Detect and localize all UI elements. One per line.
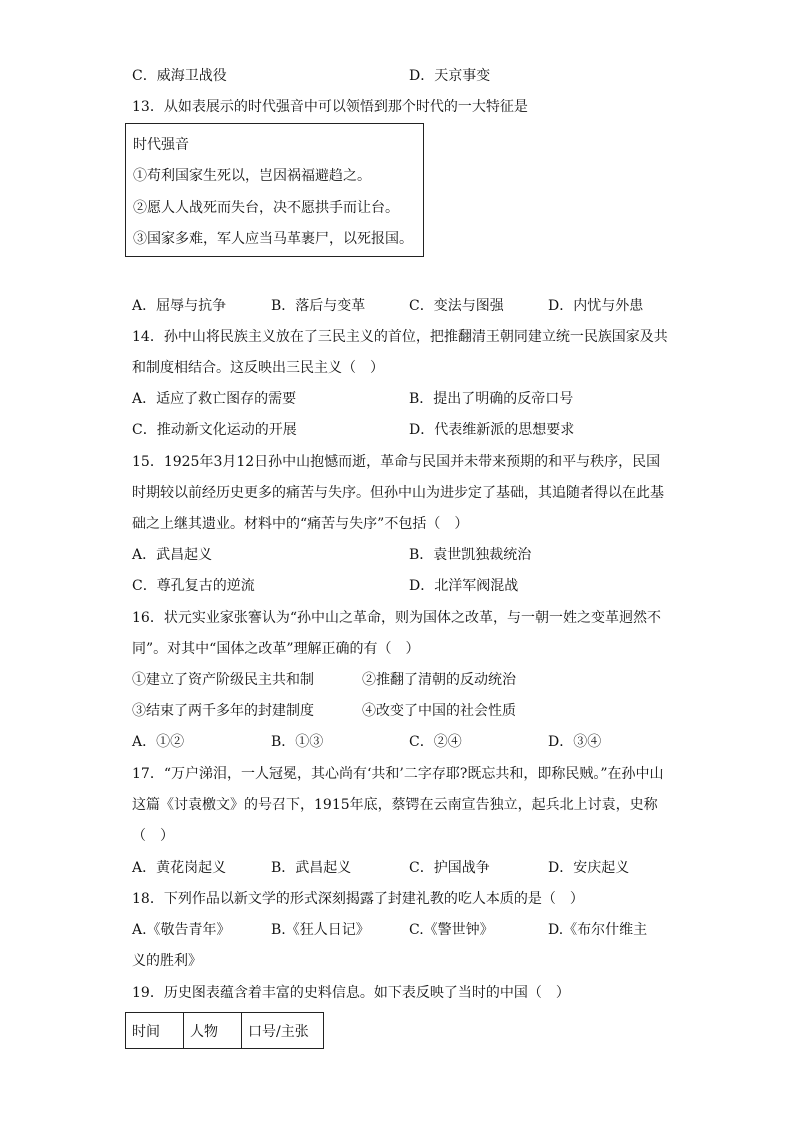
q13-option-a: A．屈辱与抗争 [132,298,227,314]
q17-option-a: A．黄花岗起义 [132,860,227,876]
q13-box-line-3: ③国家多难，军人应当马革裹尸，以死报国。 [133,231,413,247]
q18-option-d: D.《布尔什维主 [548,922,648,938]
q13-box-line-1: ①苟利国家生死以，岂因祸福避趋之。 [133,168,371,184]
q17-option-b: B．武昌起义 [271,860,352,876]
q18-option-d-continued: 义的胜利》 [132,953,202,969]
q13-option-d: D．内忧与外患 [548,298,644,314]
q16-option-b: B．①③ [271,734,324,750]
q13-box-title: 时代强音 [133,137,189,153]
q15-option-a: A．武昌起义 [132,547,213,563]
q15-stem-line-1: 15．1925年3月12日孙中山抱憾而逝，革命与民国并未带来预期的和平与秩序，民国 [132,454,661,470]
q14-option-c: C．推动新文化运动的开展 [132,422,297,438]
q16-option-d: D．③④ [548,734,602,750]
q16-option-a: A．①② [132,734,185,750]
q14-option-a: A．适应了救亡图存的需要 [132,391,297,407]
q15-option-d: D．北洋军阀混战 [409,578,519,594]
q17-option-c: C．护国战争 [409,860,490,876]
q14-option-d: D．代表维新派的思想要求 [409,422,575,438]
q17-stem-line-3: （ ） [132,828,174,844]
q17-stem-line-2: 这篇《讨袁檄文》的号召下，1915年底，蔡锷在云南宣告独立，起兵北上讨袁，史称 [132,797,658,813]
q16-item-1: ①建立了资产阶级民主共和制 [132,672,314,688]
q12-option-d: D．天京事变 [409,68,491,84]
q14-option-b: B．提出了明确的反帝口号 [409,391,574,407]
q14-stem-line-1: 14．孙中山将民族主义放在了三民主义的首位，把推翻清王朝同建立统一民族国家及共 [132,329,668,345]
q18-stem: 18．下列作品以新文学的形式深刻揭露了封建礼教的吃人本质的是（ ） [132,891,584,907]
q15-option-c: C．尊孔复古的逆流 [132,578,255,594]
q14-stem-line-2: 和制度相结合。这反映出三民主义（ ） [132,360,384,376]
q18-option-c: C.《警世钟》 [409,922,494,938]
q16-stem-line-1: 16．状元实业家张謇认为“孙中山之革命，则为国体之改革，与一朝一姓之变革迥然不 [132,610,661,626]
q15-stem-line-3: 础之上继其遗业。材料中的“痛苦与失序”不包括（ ） [132,516,469,532]
q18-option-b: B.《狂人日记》 [271,922,370,938]
q16-item-4: ④改变了中国的社会性质 [362,703,516,719]
q19-header-time: 时间 [126,1013,184,1049]
q19-stem: 19．历史图表蕴含着丰富的史料信息。如下表反映了当时的中国（ ） [132,985,570,1001]
q13-option-b: B．落后与变革 [271,298,366,314]
q13-stem: 13．从如表展示的时代强音中可以领悟到那个时代的一大特征是 [132,99,528,115]
q15-stem-line-2: 时期较以前经历史更多的痛苦与失序。但孙中山为进步定了基础，其追随者得以在此基 [132,485,664,501]
q19-table [125,1012,324,1049]
q16-option-c: C．②④ [409,734,462,750]
q13-option-c: C．变法与图强 [409,298,504,314]
q17-option-d: D．安庆起义 [548,860,630,876]
q19-header-slogan: 口号/主张 [242,1013,324,1049]
q18-option-a: A.《敬告青年》 [132,922,231,938]
table-row [126,1013,324,1049]
q13-quote-box [125,123,424,257]
q16-item-2: ②推翻了清朝的反动统治 [362,672,516,688]
q13-box-line-2: ②愿人人战死而失台，决不愿拱手而让台。 [133,200,399,216]
q16-stem-line-2: 同”。对其中“国体之改革”理解正确的有（ ） [132,641,420,657]
q19-header-person: 人物 [184,1013,242,1049]
q15-option-b: B．袁世凯独裁统治 [409,547,532,563]
q16-item-3: ③结束了两千多年的封建制度 [132,703,314,719]
q12-option-c: C．威海卫战役 [132,68,227,84]
q17-stem-line-1: 17．“万户涕泪，一人冠冕，其心尚有‘共和’二字存耶?既忘共和，即称民贼。”在孙中山 [132,766,664,782]
